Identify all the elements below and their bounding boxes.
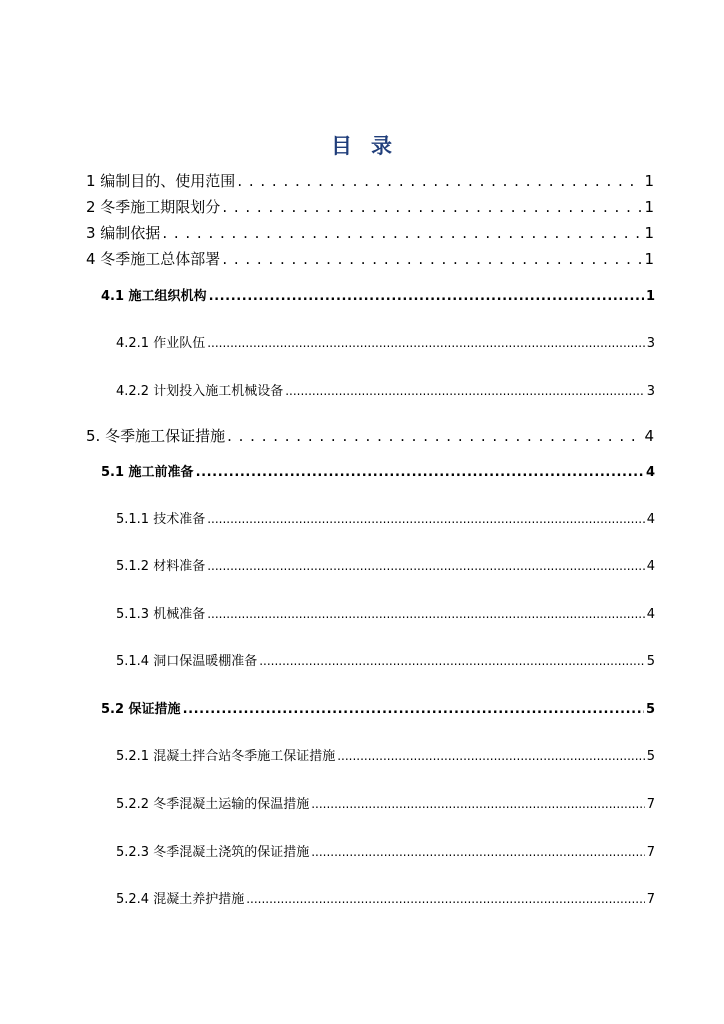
toc-entry-page: 7	[646, 797, 655, 812]
toc-leader-dots	[207, 607, 645, 622]
toc-entry-page: 4	[646, 607, 655, 622]
toc-entry[interactable]	[101, 698, 655, 717]
toc-entry-label: 5. 冬季施工保证措施	[86, 427, 226, 445]
toc-entry-page: 4	[646, 559, 655, 574]
toc-entry[interactable]	[101, 285, 655, 304]
toc-entry[interactable]	[116, 745, 655, 764]
toc-entry[interactable]	[86, 196, 654, 217]
toc-entry-label: 4.1 施工组织机构	[101, 289, 207, 304]
toc-entry[interactable]	[86, 170, 654, 191]
toc-leader-dots	[237, 172, 642, 190]
toc-leader-dots	[222, 198, 642, 216]
toc-entry[interactable]	[116, 793, 655, 812]
toc-entry-page: 3	[646, 336, 655, 351]
toc-leader-dots	[162, 224, 642, 242]
toc-entry[interactable]	[101, 461, 655, 480]
toc-entry-page: 1	[644, 250, 654, 268]
toc-entry-label: 4.2.1 作业队伍	[116, 336, 206, 351]
toc-entry-page: 5	[645, 702, 655, 717]
toc-entry-page: 5	[646, 654, 655, 669]
toc-leader-dots	[227, 427, 642, 445]
toc-entry[interactable]	[116, 380, 655, 399]
toc-entry-label: 5.1.1 技术准备	[116, 512, 206, 527]
toc-entry-label: 5.1.4 洞口保温暖棚准备	[116, 654, 258, 669]
toc-leader-dots	[337, 749, 645, 764]
toc-leader-dots	[311, 797, 645, 812]
toc-title-char-1: 目	[331, 134, 353, 158]
toc-entry-page: 1	[644, 172, 654, 190]
toc-entry-label: 5.2.4 混凝土养护措施	[116, 892, 245, 907]
toc-entry[interactable]	[86, 425, 654, 446]
toc-leader-dots	[183, 702, 644, 717]
toc-entry-label: 5.1.2 材料准备	[116, 559, 206, 574]
toc-entry-label: 3 编制依据	[86, 224, 161, 242]
toc-entry-label: 4 冬季施工总体部署	[86, 250, 221, 268]
toc-entry-label: 2 冬季施工期限划分	[86, 198, 221, 216]
toc-leader-dots	[207, 559, 645, 574]
toc-entry[interactable]	[116, 332, 655, 351]
toc-leader-dots	[246, 892, 645, 907]
toc-entry[interactable]	[116, 508, 655, 527]
toc-entry-label: 5.1.3 机械准备	[116, 607, 206, 622]
toc-entry-label: 1 编制目的、使用范围	[86, 172, 236, 190]
toc-entry-label: 4.2.2 计划投入施工机械设备	[116, 384, 284, 399]
toc-entry-label: 5.2.1 混凝土拌合站冬季施工保证措施	[116, 749, 336, 764]
toc-leader-dots	[285, 384, 645, 399]
toc-entry-label: 5.2 保证措施	[101, 702, 181, 717]
toc-entry-label: 5.1 施工前准备	[101, 465, 194, 480]
toc-entry-page: 4	[644, 427, 654, 445]
toc-entry[interactable]	[116, 603, 655, 622]
toc-leader-dots	[207, 336, 645, 351]
toc-title-char-2: 录	[371, 134, 393, 158]
toc-entry[interactable]	[116, 650, 655, 669]
toc-entry-label: 5.2.2 冬季混凝土运输的保温措施	[116, 797, 310, 812]
toc-entry-page: 5	[646, 749, 655, 764]
toc-entry-label: 5.2.3 冬季混凝土浇筑的保证措施	[116, 845, 310, 860]
toc-entry-page: 4	[646, 512, 655, 527]
toc-entry-page: 1	[644, 224, 654, 242]
toc-entry[interactable]	[116, 841, 655, 860]
toc-entry[interactable]	[86, 222, 654, 243]
toc-entry[interactable]	[116, 888, 655, 907]
toc-leader-dots	[196, 465, 644, 480]
toc-entry-page: 1	[644, 198, 654, 216]
toc-leader-dots	[209, 289, 644, 304]
toc-entry-page: 7	[646, 892, 655, 907]
toc-leader-dots	[259, 654, 645, 669]
toc-entry[interactable]	[116, 555, 655, 574]
toc-leader-dots	[222, 250, 642, 268]
toc-leader-dots	[311, 845, 645, 860]
toc-entry-page: 3	[646, 384, 655, 399]
toc-entry-page: 4	[645, 465, 655, 480]
toc-entry-page: 7	[646, 845, 655, 860]
toc-entry[interactable]	[86, 248, 654, 269]
toc-leader-dots	[207, 512, 645, 527]
toc-entry-page: 1	[645, 289, 655, 304]
